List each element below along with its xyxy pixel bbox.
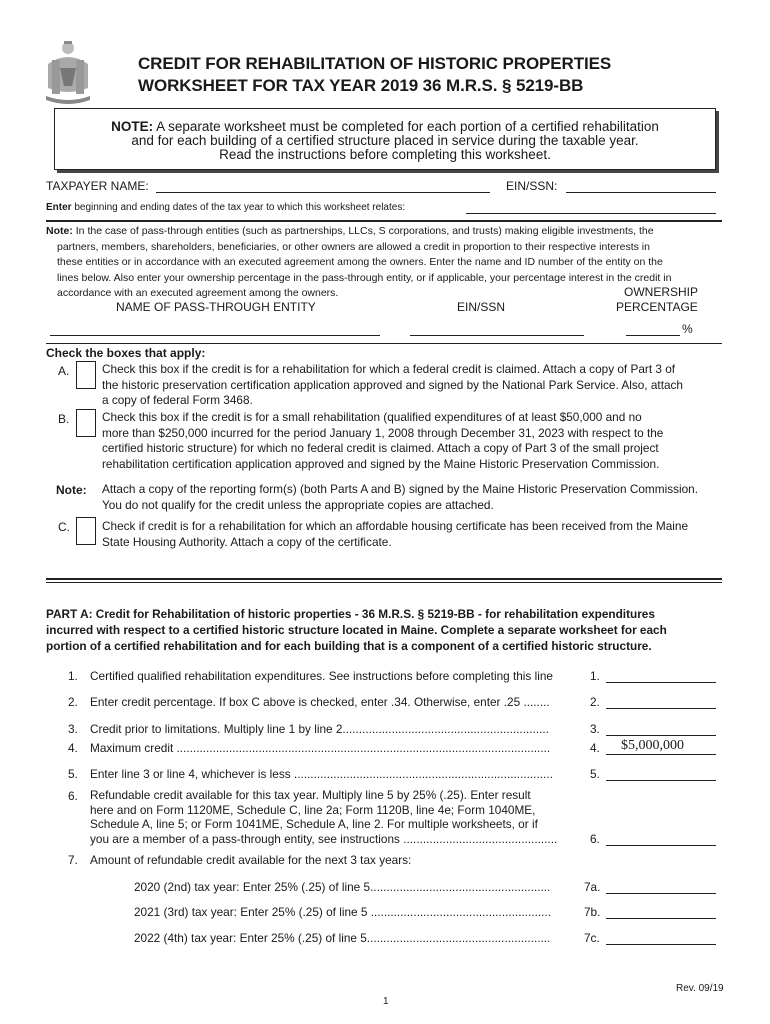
entity-name-field[interactable] xyxy=(50,335,380,336)
ownership-percentage-field[interactable] xyxy=(626,335,680,336)
attach-note-label: Note: xyxy=(56,483,87,497)
form-title-line1: CREDIT FOR REHABILITATION OF HISTORIC PROPERTIES xyxy=(138,54,612,73)
line-number: 4. xyxy=(68,741,78,755)
line-number: 1. xyxy=(68,669,78,683)
note-line3: Read the instructions before completing this worksheet. xyxy=(219,147,551,162)
box-b-checkbox[interactable] xyxy=(76,409,96,437)
box-c-label: C. xyxy=(58,520,70,534)
state-seal-logo xyxy=(42,38,94,104)
attach-note-text: Attach a copy of the reporting form(s) (both Parts A and B) signed by the Maine Historic Preservation Commission. You do not qualify for the credit unless the appropriate copies are attached. xyxy=(102,482,699,512)
line-3-text: Credit prior to limitations. Multiply line 1 by line 2............................................................... xyxy=(90,722,549,736)
line-7c-text: 2022 (4th) tax year: Enter 25% (.25) of line 5........................................................ xyxy=(134,931,551,945)
tax-year-dates-label: Enter beginning and ending dates of the tax year to which this worksheet relates: xyxy=(46,202,406,213)
line-ref: 7c. xyxy=(584,931,600,945)
line-number: 5. xyxy=(68,767,78,781)
box-b-label: B. xyxy=(58,412,70,426)
line-7a-text: 2020 (2nd) tax year: Enter 25% (.25) of line 5....................................................... xyxy=(134,880,551,894)
line-ref: 2. xyxy=(590,695,600,709)
line-ref: 3. xyxy=(590,722,600,736)
note-label: NOTE: xyxy=(111,119,154,134)
note-line1: A separate worksheet must be completed for each portion of a certified rehabilitation xyxy=(156,119,659,134)
line-4-field xyxy=(606,754,716,755)
percent-sign: % xyxy=(682,322,693,336)
col-ownership: OWNERSHIP xyxy=(624,285,699,299)
box-a-label: A. xyxy=(58,364,70,378)
checkboxes-heading: Check the boxes that apply: xyxy=(46,346,206,360)
line-number: 3. xyxy=(68,722,78,736)
box-a-checkbox[interactable] xyxy=(76,361,96,389)
entity-ein-field[interactable] xyxy=(410,335,584,336)
line-7c-field[interactable] xyxy=(606,944,716,945)
note-line2: and for each building of a certified structure placed in service during the taxable year. xyxy=(131,133,639,148)
col-ein-ssn: EIN/SSN xyxy=(457,300,506,314)
divider xyxy=(46,582,722,583)
line-7-text: Amount of refundable credit available for the next 3 tax years: xyxy=(90,853,412,867)
col-entity-name: NAME OF PASS-THROUGH ENTITY xyxy=(116,300,316,314)
line-6-text: Refundable credit available for this tax year. Multiply line 5 by 25% (.25). Enter result here and on Form 1120ME, Schedule C, line 2a; Form 1120B, line 4e; Form 1040ME, Schedule A, line 5; or Form 1041ME, Schedule A, line 2. For multiple worksheets, or if you are a member of a pass-through entity, see instructions ............................................... xyxy=(90,788,558,846)
line-ref: 4. xyxy=(590,741,600,755)
line-5-text: Enter line 3 or line 4, whichever is less ............................................................................... xyxy=(90,767,553,781)
line-6-field[interactable] xyxy=(606,845,716,846)
taxpayer-name-field[interactable] xyxy=(156,192,490,193)
line-5-field[interactable] xyxy=(606,780,716,781)
line-2-text: Enter credit percentage. If box C above is checked, enter .34. Otherwise, enter .25 ........ xyxy=(90,695,550,709)
line-ref: 7a. xyxy=(584,880,601,894)
col-percentage: PERCENTAGE xyxy=(616,300,698,314)
divider xyxy=(46,578,722,580)
line-ref: 1. xyxy=(590,669,600,683)
line-3-field[interactable] xyxy=(606,735,716,736)
ein-ssn-label: EIN/SSN: xyxy=(506,179,558,193)
line-ref: 7b. xyxy=(584,905,601,919)
divider xyxy=(46,220,722,222)
form-title-line2: WORKSHEET FOR TAX YEAR 2019 36 M.R.S. § 5219-BB xyxy=(138,76,584,95)
line-number: 7. xyxy=(68,853,78,867)
box-b-text: Check this box if the credit is for a small rehabilitation (qualified expenditures of at least $50,000 and no more than $250,000 incurred for the period January 1, 2008 through December 31, 2023 with respect to the certified historic structure) for which no federal credit is claimed. Attach a copy of Part 3 of the small project rehabilitation certification application approved and signed by the Maine Historic Preservation Commission. xyxy=(102,410,664,471)
line-1-text: Certified qualified rehabilitation expenditures. See instructions before completing this line xyxy=(90,669,553,683)
note-box xyxy=(54,108,716,170)
ein-ssn-field[interactable] xyxy=(566,192,716,193)
line-ref: 5. xyxy=(590,767,600,781)
maximum-credit-amount: $5,000,000 xyxy=(621,738,684,753)
line-1-field[interactable] xyxy=(606,682,716,683)
tax-year-dates-field[interactable] xyxy=(466,213,716,214)
box-c-text: Check if credit is for a rehabilitation for which an affordable housing certificate has been received from the Maine State Housing Authority. Attach a copy of the certificate. xyxy=(102,519,689,549)
box-a-text: Check this box if the credit is for a rehabilitation for which a federal credit is claimed. Attach a copy of Part 3 of the historic preservation certification application approved and signed by the National Park Service. Also, attach a copy of federal Form 3468. xyxy=(102,362,683,407)
taxpayer-name-label: TAXPAYER NAME: xyxy=(46,179,149,193)
line-number: 2. xyxy=(68,695,78,709)
divider xyxy=(46,343,722,344)
line-number: 6. xyxy=(68,789,78,803)
line-7b-text: 2021 (3rd) tax year: Enter 25% (.25) of line 5 ....................................................... xyxy=(134,905,551,919)
line-2-field[interactable] xyxy=(606,708,716,709)
part-a-heading: PART A: Credit for Rehabilitation of historic properties - 36 M.R.S. § 5219-BB - for rehabilitation expenditures incurred with respect to a certified historic structure located in Maine. Complete a separate worksheet for each portion of a certified rehabilitation and for each building that is a component of a certified historic structure. xyxy=(46,607,667,653)
box-c-checkbox[interactable] xyxy=(76,517,96,545)
line-4-text: Maximum credit .................................................................................................................. xyxy=(90,741,551,755)
line-7a-field[interactable] xyxy=(606,893,716,894)
line-ref: 6. xyxy=(590,832,600,846)
line-7b-field[interactable] xyxy=(606,918,716,919)
pass-through-note: Note: In the case of pass-through entities (such as partnerships, LLCs, S corporations, and trusts) making eligible investments, the partners, members, shareholders, beneficiaries, or other owners are allowed a credit in proportion to their respective interests in these entities or in accordance with an executed agreement among the owners. Enter the name and ID number of the entity on the lines below. Also enter your ownership percentage in the pass-through entity, or if applicable, your percentage interest in the credit in accordance with an executed agreement among the owners. xyxy=(46,225,672,299)
revision-date: Rev. 09/19 xyxy=(676,983,724,994)
page-number: 1 xyxy=(383,996,389,1007)
